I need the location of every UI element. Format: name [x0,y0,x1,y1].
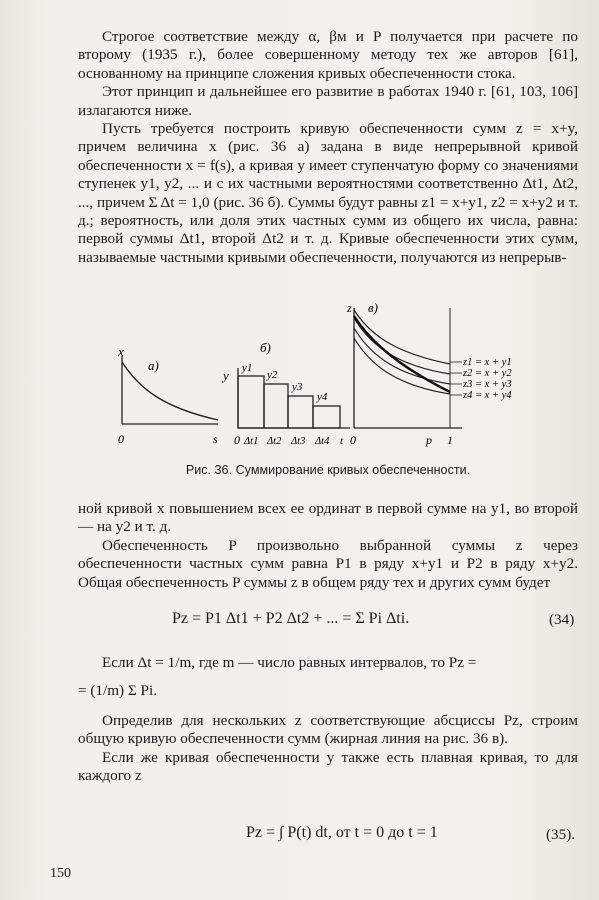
paragraph-4: ной кривой x повышением всех ее ординат в первой сумме на y1, во второй — на y2 и т. д. [78,500,578,536]
panel-b-y-label: y [223,368,229,383]
text-block-top [78,28,578,267]
interval-label: Δt2 [267,436,282,447]
panel-a-y-label: x [118,344,124,359]
step-label: y2 [267,369,278,381]
figure-caption: Рис. 36. Суммирование кривых обеспеченности. [185,463,471,477]
curve-label: z2 = x + y2 [463,368,512,379]
line-if-2: = (1/m) Σ Pi. [78,682,158,699]
interval-label: Δt1 [244,436,259,447]
paragraph-1: Строгое соответствие между α, βм и P получается при расчете по второму (1935 г.), более совершенному методу тех же авторов [61], основанному на принципе сложения кривых обеспеченности стока. [78,28,578,82]
step-label: y1 [242,362,253,374]
line-if-1: Если Δt = 1/m, где m — число равных интервалов, то Pz = [102,654,477,671]
panel-c-label: в) [368,300,378,315]
paragraph-5: Обеспеченность P произвольно выбранной суммы z через обеспеченности частных сумм равна P1 в ряду x+y1 и P2 в ряду x+y2. Общая обеспеченность P суммы z в общем ряду тех и других сумм будет [78,536,578,591]
curve-label: z1 = x + y1 [463,357,512,368]
panel-c [346,300,512,447]
panel-b-x-end: t [340,435,344,447]
paragraph-2: Этот принцип и дальнейшее его развитие в работах 1940 г. [61, 103, 106] излагаются ниже. [78,83,578,119]
paragraph-3: Пусть требуется построить кривую обеспеченности сумм z = x+y, причем величина x (рис. 36 а) задана в виде непрерывной кривой обеспеченности x = f(s), а кривая y имеет ступенчатую форму со значениями ступенек y1, y2, ... и с их частными вероятностями соответственно Δt1, Δt2, ..., причем Σ Δt = 1,0 (рис. 36 б). Суммы будут равны z1 = x+y1, z2 = x+y2 и т. д.; вероятность, или доля этих частных сумм из общего их числа, равна: первой суммы Δt1, второй Δt2 и т. д. Кривые обеспеченности этих сумм, называемые частными кривыми обеспеченности, получаются из непрерыв- [78,120,578,266]
panel-c-origin: 0 [350,433,356,447]
equation-34: Pz = P1 Δt1 + P2 Δt2 + ... = Σ Pi Δti. [172,610,410,627]
page-number: 150 [50,866,71,881]
panel-c-x-end: 1 [447,433,453,447]
paragraph-6: Определив для нескольких z соответствующие абсциссы Pz, строим общую кривую обеспеченности сумм (жирная линия на рис. 36 в). [78,712,578,748]
paragraph-7: Если же кривая обеспеченности y также есть плавная кривая, то для каждого z [78,748,578,785]
panel-a-label: а) [148,358,159,373]
panel-b-label: б) [260,340,271,355]
panel-b-origin: 0 [234,433,240,447]
equation-35: Pz = ∫ P(t) dt, от t = 0 до t = 1 [246,824,438,841]
step-label: y4 [317,391,328,403]
equation-34-number: (34) [549,611,575,628]
text-block-middle [78,500,578,592]
panel-b [221,340,350,447]
panel-a [117,344,218,446]
step-label: y3 [292,381,303,393]
panel-a-x-end: s [213,432,218,446]
interval-label: Δt4 [315,436,330,447]
panel-c-x-mid: p [426,433,432,447]
interval-label: Δt3 [291,436,306,447]
panel-a-origin: 0 [118,432,124,446]
figure-36 [110,298,512,458]
text-block-lower [78,712,578,786]
curve-label: z4 = x + y4 [463,390,512,401]
panel-c-y-label: z [347,301,352,315]
equation-35-number: (35). [546,826,576,843]
curve-label: z3 = x + y3 [463,379,512,390]
